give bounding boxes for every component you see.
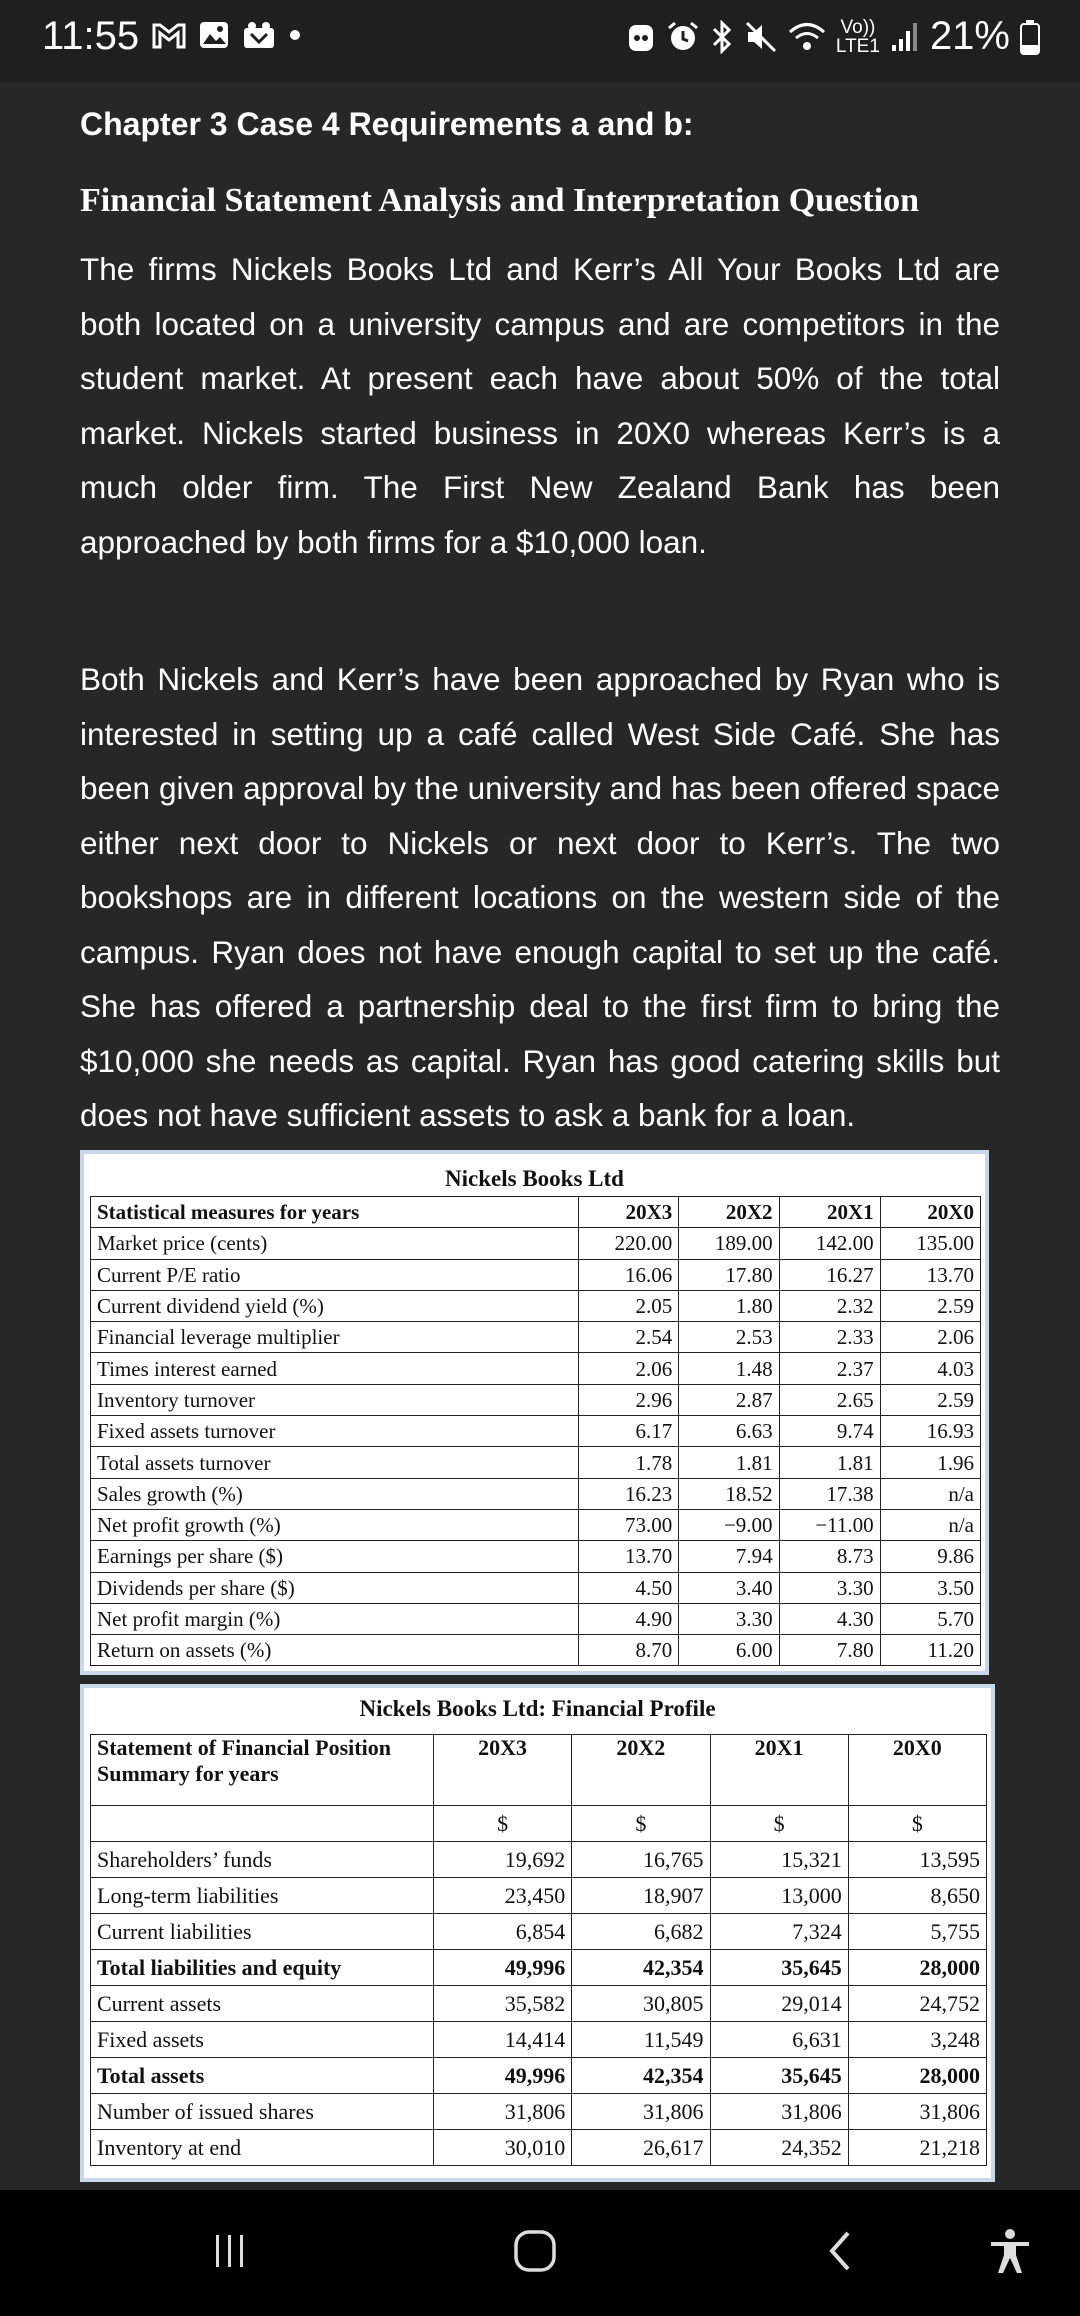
table-row <box>91 1541 981 1572</box>
cell-value: 135.00 <box>880 1228 980 1259</box>
row-label: Earnings per share ($) <box>91 1541 579 1572</box>
row-label: Fixed assets <box>91 2022 434 2058</box>
statistical-measures-table <box>90 1196 981 1666</box>
cell-value: 5.70 <box>880 1603 980 1634</box>
cell-value: 7.94 <box>679 1541 779 1572</box>
battery-icon <box>1020 19 1040 55</box>
cell-value: 31,806 <box>710 2094 848 2130</box>
cell-value: 31,806 <box>848 2094 986 2130</box>
cell-value: 73.00 <box>579 1509 679 1540</box>
row-label: Long-term liabilities <box>91 1878 434 1914</box>
cell-value: 18.52 <box>679 1478 779 1509</box>
cell-value: 9.74 <box>779 1416 880 1447</box>
cell-value: 13.70 <box>880 1259 980 1290</box>
home-button[interactable] <box>495 2216 575 2286</box>
cell-value: 11.20 <box>880 1635 980 1666</box>
row-label: Current dividend yield (%) <box>91 1290 579 1321</box>
cell-value: 16.27 <box>779 1259 880 1290</box>
cell-value: 6,682 <box>572 1914 710 1950</box>
cell-value: 13,595 <box>848 1842 986 1878</box>
cell-value: 5,755 <box>848 1914 986 1950</box>
cell-value: 42,354 <box>572 1950 710 1986</box>
cell-value: 24,352 <box>710 2130 848 2166</box>
year-header: 20X0 <box>848 1735 986 1806</box>
cell-value: 31,806 <box>434 2094 572 2130</box>
alarm-icon <box>666 20 700 54</box>
cell-value: 2.05 <box>579 1290 679 1321</box>
cell-value: 2.32 <box>779 1290 880 1321</box>
back-button[interactable] <box>800 2216 880 2286</box>
cell-value: 3.30 <box>779 1572 880 1603</box>
cell-value: n/a <box>880 1478 980 1509</box>
cell-value: 2.87 <box>679 1384 779 1415</box>
cell-value: 26,617 <box>572 2130 710 2166</box>
year-header: 20X3 <box>579 1197 679 1228</box>
cell-value: 35,582 <box>434 1986 572 2022</box>
cell-value: 8.73 <box>779 1541 880 1572</box>
cell-value: 28,000 <box>848 1950 986 1986</box>
row-label: Shareholders’ funds <box>91 1842 434 1878</box>
table-row <box>91 1290 981 1321</box>
row-label: Market price (cents) <box>91 1228 579 1259</box>
cell-value: 16.93 <box>880 1416 980 1447</box>
table-header-row <box>91 1197 981 1228</box>
paragraph-2: Both Nickels and Kerr’s have been approached by Ryan who is interested in setting up a café called West Side Café. She has been given approval by the university and has been offered space either next door to Nickels or next door to Kerr’s. The two bookshops are in different locations on the western side of the campus. Ryan does not have enough capital to set up the café. She has offered a partnership deal to the first firm to bring the $10,000 she needs as capital. Ryan has good catering skills but does not have sufficient assets to ask a bank for a loan. <box>80 661 1000 1133</box>
row-label: Total liabilities and equity <box>91 1950 434 1986</box>
cell-value: 30,805 <box>572 1986 710 2022</box>
cell-value: 1.81 <box>779 1447 880 1478</box>
table-row <box>91 1322 981 1353</box>
robot-icon <box>626 21 656 53</box>
cell-value: 4.03 <box>880 1353 980 1384</box>
cell-value: 49,996 <box>434 2058 572 2094</box>
column-header: Statistical measures for years <box>91 1197 579 1228</box>
year-header: 20X2 <box>679 1197 779 1228</box>
recent-apps-button[interactable] <box>190 2216 270 2286</box>
year-header: 20X0 <box>880 1197 980 1228</box>
cell-value: 19,692 <box>434 1842 572 1878</box>
cell-value: 11,549 <box>572 2022 710 2058</box>
cell-value: 42,354 <box>572 2058 710 2094</box>
navigation-bar <box>0 2190 1080 2316</box>
cell-value: 1.81 <box>679 1447 779 1478</box>
cell-value: −9.00 <box>679 1509 779 1540</box>
table-row <box>91 1228 981 1259</box>
cell-value: 30,010 <box>434 2130 572 2166</box>
cell-value: 2.33 <box>779 1322 880 1353</box>
teams-icon <box>242 20 276 50</box>
year-header: 20X3 <box>434 1735 572 1806</box>
cell-value: 2.59 <box>880 1290 980 1321</box>
row-label: Current P/E ratio <box>91 1259 579 1290</box>
status-time: 11:55 <box>42 14 140 58</box>
signal-icon <box>890 21 920 53</box>
financial-profile-table <box>90 1734 987 2166</box>
cell-value: n/a <box>880 1509 980 1540</box>
cell-value: 2.65 <box>779 1384 880 1415</box>
table-row <box>91 1914 987 1950</box>
row-label: Fixed assets turnover <box>91 1416 579 1447</box>
cell-value: 2.06 <box>880 1322 980 1353</box>
table-row <box>91 1842 987 1878</box>
cell-value: 6.63 <box>679 1416 779 1447</box>
table-row <box>91 2094 987 2130</box>
wifi-icon <box>788 21 826 53</box>
currency-symbol: $ <box>710 1806 848 1842</box>
row-label <box>91 1806 434 1842</box>
cell-value: 31,806 <box>572 2094 710 2130</box>
cell-value: 17.80 <box>679 1259 779 1290</box>
table-row <box>91 1635 981 1666</box>
row-label: Financial leverage multiplier <box>91 1322 579 1353</box>
table-row <box>91 1384 981 1415</box>
row-label: Number of issued shares <box>91 2094 434 2130</box>
recent-apps-icon <box>210 2231 250 2271</box>
cell-value: 6.00 <box>679 1635 779 1666</box>
cell-value: 4.30 <box>779 1603 880 1634</box>
cell-value: 6,631 <box>710 2022 848 2058</box>
cell-value: 16.23 <box>579 1478 679 1509</box>
row-label: Total assets <box>91 2058 434 2094</box>
dot-icon <box>288 28 302 42</box>
page-title: Chapter 3 Case 4 Requirements a and b: <box>80 106 694 142</box>
statistical-measures-table-image <box>80 1150 989 1675</box>
cell-value: 2.96 <box>579 1384 679 1415</box>
cell-value: 220.00 <box>579 1228 679 1259</box>
table-header-row <box>91 1735 987 1806</box>
table-row <box>91 2130 987 2166</box>
gmail-icon <box>152 21 186 49</box>
home-icon <box>511 2227 559 2275</box>
table-row <box>91 1986 987 2022</box>
cell-value: 17.38 <box>779 1478 880 1509</box>
accessibility-button[interactable] <box>970 2216 1050 2286</box>
cell-value: 24,752 <box>848 1986 986 2022</box>
notification-icons <box>152 20 302 50</box>
column-header: Statement of Financial Position Summary for years <box>91 1735 434 1806</box>
cell-value: 2.37 <box>779 1353 880 1384</box>
cell-value: 189.00 <box>679 1228 779 1259</box>
table-row <box>91 1950 987 1986</box>
table-row <box>91 1509 981 1540</box>
cell-value: 13.70 <box>579 1541 679 1572</box>
table-row <box>91 1353 981 1384</box>
currency-symbol: $ <box>572 1806 710 1842</box>
cell-value: 1.78 <box>579 1447 679 1478</box>
table-row <box>91 1572 981 1603</box>
cell-value: 49,996 <box>434 1950 572 1986</box>
currency-symbol: $ <box>848 1806 986 1842</box>
currency-symbol: $ <box>434 1806 572 1842</box>
cell-value: 142.00 <box>779 1228 880 1259</box>
row-label: Sales growth (%) <box>91 1478 579 1509</box>
row-label: Return on assets (%) <box>91 1635 579 1666</box>
cell-value: 1.48 <box>679 1353 779 1384</box>
cell-value: 3.50 <box>880 1572 980 1603</box>
cell-value: 9.86 <box>880 1541 980 1572</box>
cell-value: 8.70 <box>579 1635 679 1666</box>
paragraph-1: The firms Nickels Books Ltd and Kerr’s All Your Books Ltd are both located on a university campus and are competitors in the student market. At present each have about 50% of the total market. Nickels started business in 20X0 whereas Kerr’s is a much older firm. The First New Zealand Bank has been approached by both firms for a $10,000 loan. <box>80 251 1000 560</box>
cell-value: 13,000 <box>710 1878 848 1914</box>
row-label: Inventory at end <box>91 2130 434 2166</box>
cell-value: 14,414 <box>434 2022 572 2058</box>
cell-value: 4.90 <box>579 1603 679 1634</box>
gallery-icon <box>198 20 230 50</box>
cell-value: 3,248 <box>848 2022 986 2058</box>
year-header: 20X1 <box>710 1735 848 1806</box>
cell-value: 29,014 <box>710 1986 848 2022</box>
year-header: 20X2 <box>572 1735 710 1806</box>
table2-title: Nickels Books Ltd: Financial Profile <box>359 1696 716 1721</box>
cell-value: 7,324 <box>710 1914 848 1950</box>
table-row <box>91 2058 987 2094</box>
question-title: Financial Statement Analysis and Interpretation Question <box>80 182 920 219</box>
bluetooth-icon <box>710 20 734 54</box>
table-row <box>91 1878 987 1914</box>
cell-value: 16.06 <box>579 1259 679 1290</box>
row-label: Dividends per share ($) <box>91 1572 579 1603</box>
cell-value: 35,645 <box>710 1950 848 1986</box>
row-label: Current assets <box>91 1986 434 2022</box>
cell-value: 35,645 <box>710 2058 848 2094</box>
row-label: Times interest earned <box>91 1353 579 1384</box>
cell-value: 21,218 <box>848 2130 986 2166</box>
cell-value: 2.53 <box>679 1322 779 1353</box>
financial-profile-table-image <box>80 1684 995 2182</box>
network-type: Vo)) LTE1 <box>835 16 880 57</box>
status-right <box>626 14 1040 59</box>
cell-value: 6.17 <box>579 1416 679 1447</box>
row-label: Net profit growth (%) <box>91 1509 579 1540</box>
currency-row <box>91 1806 987 1842</box>
table-row <box>91 1259 981 1290</box>
year-header: 20X1 <box>779 1197 880 1228</box>
row-label: Total assets turnover <box>91 1447 579 1478</box>
cell-value: 8,650 <box>848 1878 986 1914</box>
accessibility-icon <box>988 2227 1032 2275</box>
cell-value: 6,854 <box>434 1914 572 1950</box>
cell-value: 2.54 <box>579 1322 679 1353</box>
cell-value: 7.80 <box>779 1635 880 1666</box>
cell-value: 3.40 <box>679 1572 779 1603</box>
cell-value: 4.50 <box>579 1572 679 1603</box>
table-row <box>91 1478 981 1509</box>
battery-level: 21% <box>929 14 1010 58</box>
table-row <box>91 2022 987 2058</box>
mute-icon <box>744 20 778 54</box>
table-row <box>91 1603 981 1634</box>
row-label: Current liabilities <box>91 1914 434 1950</box>
table-row <box>91 1447 981 1478</box>
cell-value: 23,450 <box>434 1878 572 1914</box>
cell-value: 28,000 <box>848 2058 986 2094</box>
row-label: Inventory turnover <box>91 1384 579 1415</box>
cell-value: 1.96 <box>880 1447 980 1478</box>
back-icon <box>820 2227 860 2275</box>
cell-value: 16,765 <box>572 1842 710 1878</box>
cell-value: 2.06 <box>579 1353 679 1384</box>
status-bar <box>0 0 1080 82</box>
cell-value: 18,907 <box>572 1878 710 1914</box>
cell-value: 1.80 <box>679 1290 779 1321</box>
table1-title: Nickels Books Ltd <box>445 1166 624 1191</box>
cell-value: −11.00 <box>779 1509 880 1540</box>
cell-value: 3.30 <box>679 1603 779 1634</box>
cell-value: 15,321 <box>710 1842 848 1878</box>
table-row <box>91 1416 981 1447</box>
row-label: Net profit margin (%) <box>91 1603 579 1634</box>
cell-value: 2.59 <box>880 1384 980 1415</box>
